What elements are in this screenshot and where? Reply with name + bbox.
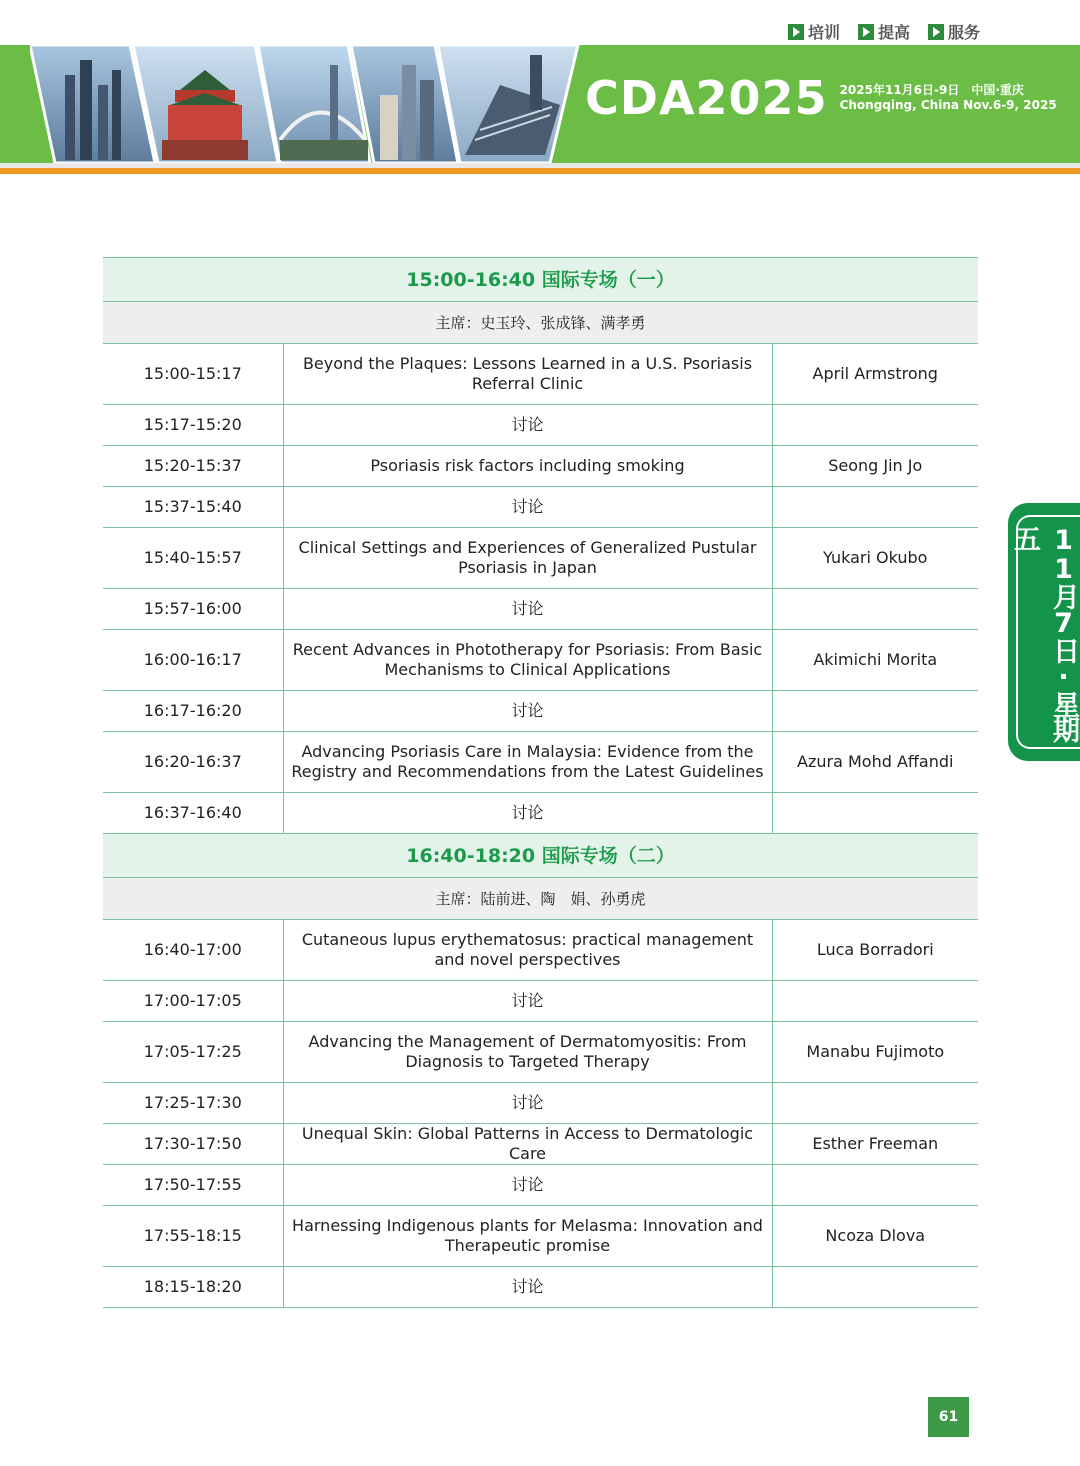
cell-topic: Cutaneous lupus erythematosus: practical management and novel perspectives [283, 920, 772, 981]
nav-label: 提高 [877, 23, 910, 42]
top-nav [788, 20, 980, 43]
schedule-row [103, 589, 978, 630]
cell-time: 16:37-16:40 [103, 793, 283, 834]
cell-topic: Unequal Skin: Global Patterns in Access to Dermatologic Care [283, 1124, 772, 1165]
schedule-body [103, 258, 978, 1308]
session-chairs-row [103, 302, 978, 344]
schedule-table [103, 257, 978, 1308]
cell-time: 15:37-15:40 [103, 487, 283, 528]
session-title: 16:40-18:20 国际专场（二） [103, 834, 978, 878]
cell-topic: Beyond the Plaques: Lessons Learned in a U.S. Psoriasis Referral Clinic [283, 344, 772, 405]
cell-time: 17:30-17:50 [103, 1124, 283, 1165]
page-number: 61 [928, 1397, 969, 1437]
schedule-row [103, 487, 978, 528]
cell-speaker: Yukari Okubo [772, 528, 978, 589]
session-chairs: 主席：陆前进、陶 娟、孙勇虎 [103, 878, 978, 920]
schedule-row [103, 1022, 978, 1083]
cell-time: 16:20-16:37 [103, 732, 283, 793]
arrow-icon [928, 24, 944, 40]
session-title: 15:00-16:40 国际专场（一） [103, 258, 978, 302]
session-title-row [103, 834, 978, 878]
cell-speaker [772, 793, 978, 834]
schedule-row [103, 528, 978, 589]
nav-item-training [788, 20, 840, 43]
cell-topic: 讨论 [283, 1083, 772, 1124]
cell-time: 16:40-17:00 [103, 920, 283, 981]
cell-topic: 讨论 [283, 589, 772, 630]
cell-speaker [772, 1267, 978, 1308]
nav-item-improve [858, 20, 910, 43]
session-chairs: 主席：史玉玲、张成锋、满孝勇 [103, 302, 978, 344]
cell-speaker: Azura Mohd Affandi [772, 732, 978, 793]
cell-speaker: Seong Jin Jo [772, 446, 978, 487]
schedule-row [103, 1206, 978, 1267]
cell-time: 17:05-17:25 [103, 1022, 283, 1083]
schedule-row [103, 630, 978, 691]
banner-title-block [585, 71, 1057, 125]
cell-time: 18:15-18:20 [103, 1267, 283, 1308]
cell-topic: Advancing Psoriasis Care in Malaysia: Evidence from the Registry and Recommendations from the Latest Guidelines [283, 732, 772, 793]
cell-time: 15:00-15:17 [103, 344, 283, 405]
cell-speaker: Akimichi Morita [772, 630, 978, 691]
cell-time: 17:50-17:55 [103, 1165, 283, 1206]
cell-time: 15:57-16:00 [103, 589, 283, 630]
cell-speaker: April Armstrong [772, 344, 978, 405]
schedule-row [103, 446, 978, 487]
orange-stripe [0, 168, 1080, 174]
schedule-row [103, 920, 978, 981]
schedule-row [103, 691, 978, 732]
cell-speaker: Esther Freeman [772, 1124, 978, 1165]
cell-topic: Recent Advances in Phototherapy for Psoriasis: From Basic Mechanisms to Clinical Applications [283, 630, 772, 691]
cell-topic: Harnessing Indigenous plants for Melasma: Innovation and Therapeutic promise [283, 1206, 772, 1267]
cell-topic: Advancing the Management of Dermatomyositis: From Diagnosis to Targeted Therapy [283, 1022, 772, 1083]
cell-speaker [772, 1083, 978, 1124]
cell-topic: 讨论 [283, 487, 772, 528]
schedule-row [103, 1083, 978, 1124]
cell-speaker [772, 405, 978, 446]
conference-title: CDA2025 [585, 71, 828, 125]
cell-speaker: Luca Borradori [772, 920, 978, 981]
cell-time: 15:17-15:20 [103, 405, 283, 446]
cell-speaker [772, 589, 978, 630]
schedule-row [103, 732, 978, 793]
cell-speaker [772, 691, 978, 732]
arrow-icon [858, 24, 874, 40]
cell-speaker [772, 487, 978, 528]
cell-topic: 讨论 [283, 691, 772, 732]
cell-topic: 讨论 [283, 981, 772, 1022]
session-title-row [103, 258, 978, 302]
schedule-row [103, 793, 978, 834]
date-english: Chongqing, China Nov.6-9, 2025 [839, 98, 1057, 112]
date-chinese: 2025年11月6日-9日 中国·重庆 [839, 83, 1024, 97]
cell-time: 17:00-17:05 [103, 981, 283, 1022]
arrow-icon [788, 24, 804, 40]
schedule-row [103, 1124, 978, 1165]
city-photo-collage [30, 45, 590, 163]
session-chairs-row [103, 878, 978, 920]
cell-time: 16:00-16:17 [103, 630, 283, 691]
cell-time: 15:20-15:37 [103, 446, 283, 487]
schedule-row [103, 1165, 978, 1206]
cell-time: 17:55-18:15 [103, 1206, 283, 1267]
nav-label: 服务 [947, 23, 980, 42]
cell-speaker [772, 981, 978, 1022]
cell-topic: Clinical Settings and Experiences of Generalized Pustular Psoriasis in Japan [283, 528, 772, 589]
header-banner [0, 45, 1080, 163]
schedule-row [103, 344, 978, 405]
nav-label: 培训 [807, 23, 840, 42]
cell-topic: 讨论 [283, 405, 772, 446]
schedule-row [103, 405, 978, 446]
cell-time: 16:17-16:20 [103, 691, 283, 732]
nav-item-service [928, 20, 980, 43]
cell-topic: Psoriasis risk factors including smoking [283, 446, 772, 487]
cell-topic: 讨论 [283, 1165, 772, 1206]
cell-topic: 讨论 [283, 1267, 772, 1308]
date-side-tab [1008, 503, 1080, 761]
schedule-row [103, 1267, 978, 1308]
schedule-row [103, 981, 978, 1022]
side-tab-date: 11月7日·星期五 [1009, 525, 1079, 741]
conference-dates [840, 83, 1057, 113]
cell-speaker [772, 1165, 978, 1206]
cell-time: 15:40-15:57 [103, 528, 283, 589]
cell-time: 17:25-17:30 [103, 1083, 283, 1124]
cell-speaker: Ncoza Dlova [772, 1206, 978, 1267]
cell-topic: 讨论 [283, 793, 772, 834]
cell-speaker: Manabu Fujimoto [772, 1022, 978, 1083]
